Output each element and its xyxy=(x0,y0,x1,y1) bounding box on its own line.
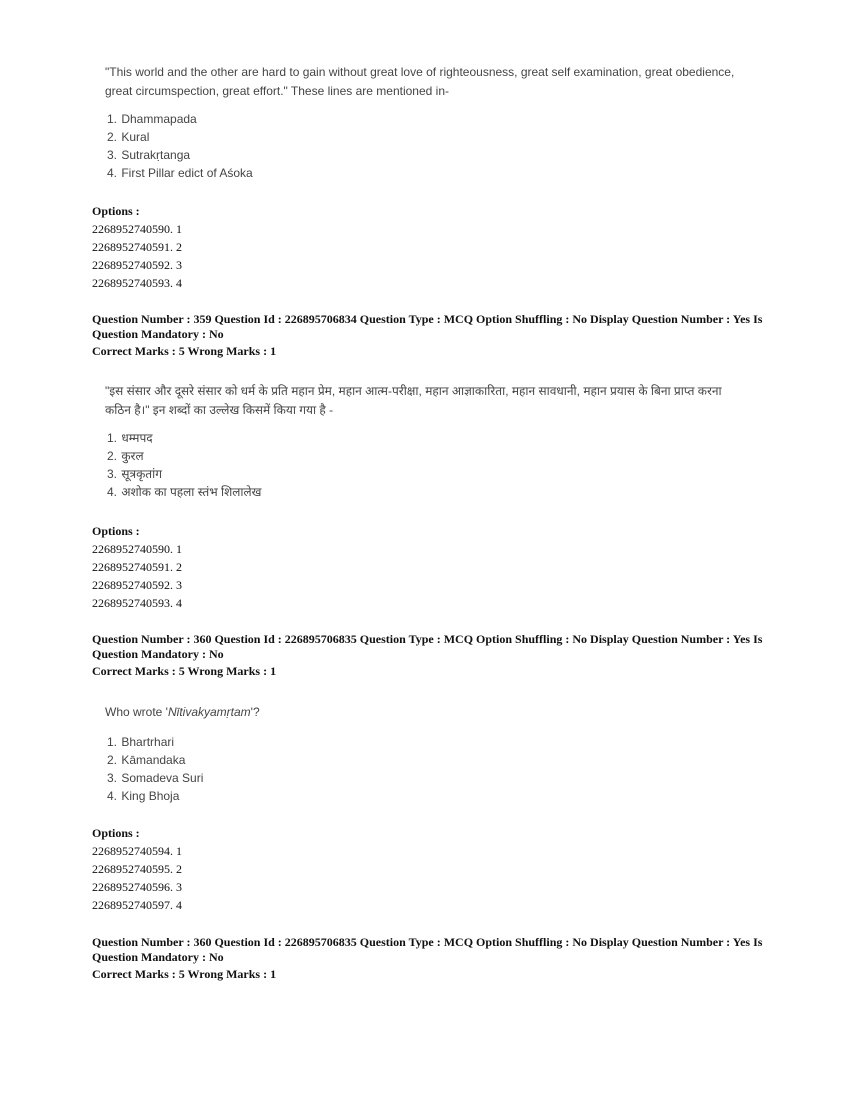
answer-option: 2. Kural xyxy=(107,130,150,144)
question-text: "इस संसार और दूसरे संसार को धर्म के प्रति महान प्रेम, महान आत्म-परीक्षा, महान आज्ञाकारिता, महान सावधानी, महान प्रयास के बिना प्राप्त करना कठिन है।" इन शब्दों का उल्लेख किसमें किया गया है - xyxy=(105,384,722,417)
option-id: 2268952740594. 1 xyxy=(92,844,182,858)
options-block xyxy=(92,522,182,612)
options-label: Options : xyxy=(92,826,140,840)
option-id: 2268952740590. 1 xyxy=(92,222,182,236)
option-id: 2268952740592. 3 xyxy=(92,258,182,272)
answer-option: 2. Kāmandaka xyxy=(107,753,186,767)
question-text: Who wrote 'Nītivakyamṛtam'? xyxy=(105,705,260,719)
meta-line: Correct Marks : 5 Wrong Marks : 1 xyxy=(92,664,277,678)
option-id: 2268952740590. 1 xyxy=(92,542,182,556)
answer-option: 1. Bhartrhari xyxy=(107,735,175,749)
meta-line: Question Mandatory : No xyxy=(92,327,224,341)
options-block xyxy=(92,202,182,292)
meta-line: Question Number : 359 Question Id : 226895706834 Question Type : MCQ Option Shuffling : No Display Question Number : Yes Is xyxy=(92,312,763,326)
meta-line: Correct Marks : 5 Wrong Marks : 1 xyxy=(92,967,277,981)
answer-list xyxy=(107,733,203,805)
option-id: 2268952740593. 4 xyxy=(92,596,182,610)
meta-line: Question Number : 360 Question Id : 226895706835 Question Type : MCQ Option Shuffling : No Display Question Number : Yes Is xyxy=(92,632,763,646)
question-meta xyxy=(92,312,772,359)
meta-line: Question Number : 360 Question Id : 226895706835 Question Type : MCQ Option Shuffling : No Display Question Number : Yes Is xyxy=(92,935,763,949)
answer-list xyxy=(107,429,262,501)
answer-option: 2. कुरल xyxy=(107,449,144,463)
options-label: Options : xyxy=(92,204,140,218)
book-title: Nītivakyamṛtam xyxy=(167,705,251,719)
option-id: 2268952740592. 3 xyxy=(92,578,182,592)
options-block xyxy=(92,824,182,914)
option-id: 2268952740595. 2 xyxy=(92,862,182,876)
option-id: 2268952740591. 2 xyxy=(92,560,182,574)
answer-option: 4. King Bhoja xyxy=(107,789,180,803)
option-id: 2268952740593. 4 xyxy=(92,276,182,290)
question-meta xyxy=(92,632,772,679)
option-id: 2268952740591. 2 xyxy=(92,240,182,254)
meta-line: Question Mandatory : No xyxy=(92,647,224,661)
meta-line: Correct Marks : 5 Wrong Marks : 1 xyxy=(92,344,277,358)
answer-option: 4. First Pillar edict of Aśoka xyxy=(107,166,253,180)
answer-option: 3. Sutrakṛtanga xyxy=(107,148,191,162)
question-meta xyxy=(92,935,772,982)
answer-list xyxy=(107,110,253,182)
answer-option: 1. Dhammapada xyxy=(107,112,197,126)
option-id: 2268952740596. 3 xyxy=(92,880,182,894)
meta-line: Question Mandatory : No xyxy=(92,950,224,964)
option-id: 2268952740597. 4 xyxy=(92,898,182,912)
answer-option: 1. धम्मपद xyxy=(107,431,153,445)
question-text: "This world and the other are hard to gain without great love of righteousness, great self examination, great obedience, great circumspection, great effort." These lines are mentioned in- xyxy=(105,65,735,98)
answer-option: 3. सूत्रकृतांग xyxy=(107,467,163,481)
answer-option: 4. अशोक का पहला स्तंभ शिलालेख xyxy=(107,485,262,499)
answer-option: 3. Somadeva Suri xyxy=(107,771,204,785)
options-label: Options : xyxy=(92,524,140,538)
